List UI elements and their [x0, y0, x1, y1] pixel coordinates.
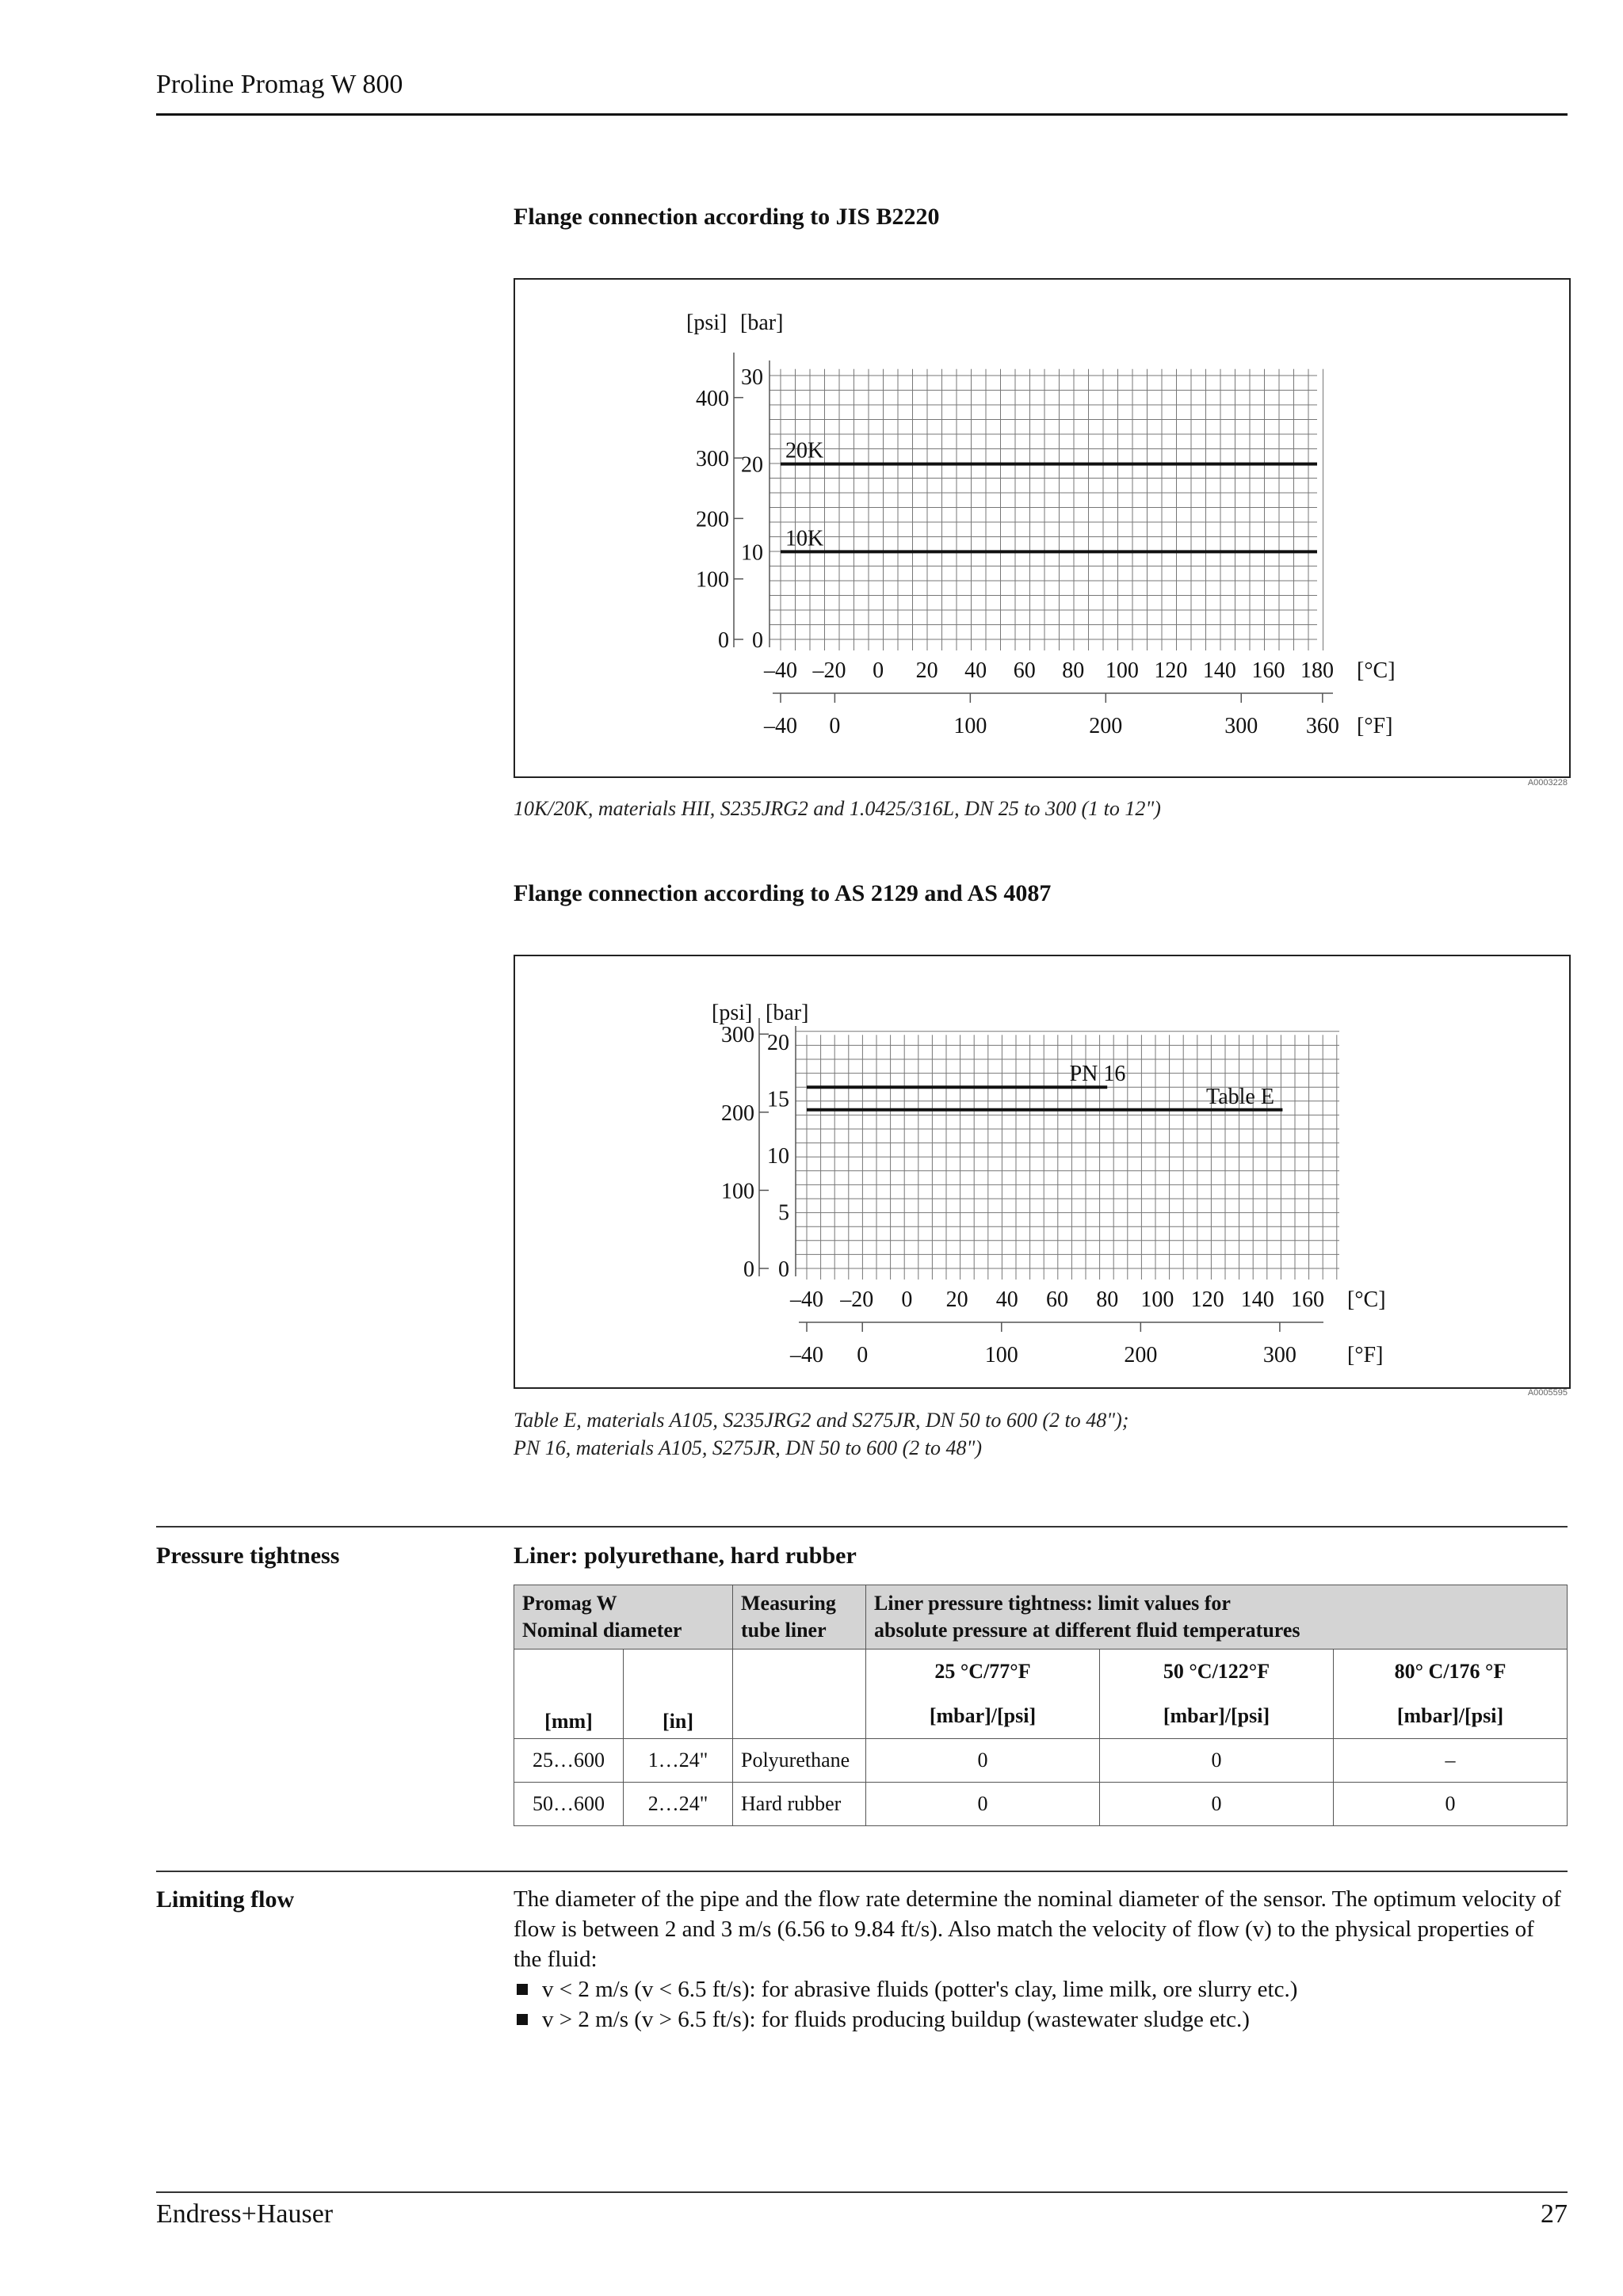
flow-text: [514, 1884, 1568, 2035]
x-unit-label: [°C]: [1347, 1287, 1386, 1312]
page-header-title: Proline Promag W 800: [156, 70, 403, 99]
table-row: 25…600 1…24" Polyurethane 0 0 –: [514, 1739, 1568, 1783]
x2-tick-label: 0: [857, 1343, 869, 1367]
y2-tick-label: 300: [721, 1023, 754, 1048]
bullet-icon: [517, 1984, 528, 1995]
x2-tick-label: 300: [1262, 1343, 1296, 1367]
x-tick-label: –20: [812, 658, 846, 683]
x-tick-label: 100: [1105, 658, 1139, 683]
unit-liner-empty: [733, 1650, 866, 1739]
series-label: Table E: [1206, 1084, 1274, 1109]
figure-code: A0005595: [1527, 1388, 1568, 1398]
x2-tick-label: 360: [1305, 714, 1339, 738]
x-unit-label: [°C]: [1357, 658, 1396, 683]
x-tick-label: 100: [1140, 1287, 1174, 1312]
series-label: 10K: [785, 526, 824, 551]
y2-tick-label: 0: [743, 1257, 754, 1282]
x-tick-label: –40: [790, 1287, 823, 1312]
x2-unit-label: [°F]: [1357, 714, 1393, 738]
chart-as: [515, 956, 1569, 1387]
temp-50: 50 °C/122°F: [1100, 1650, 1334, 1695]
x-tick-label: 0: [873, 658, 884, 683]
y-tick-label: 0: [778, 1257, 789, 1282]
y-unit-label: [bar]: [766, 1001, 809, 1025]
y-tick-label: 10: [741, 540, 763, 566]
x-tick-label: 160: [1251, 658, 1285, 683]
x-tick-label: 60: [1013, 658, 1036, 683]
y2-tick-label: 100: [721, 1179, 754, 1204]
x-tick-label: 120: [1190, 1287, 1224, 1312]
x-tick-label: 160: [1291, 1287, 1324, 1312]
y2-tick-label: 0: [718, 628, 729, 653]
pressure-subtitle: Liner: polyurethane, hard rubber: [514, 1543, 857, 1569]
x-tick-label: 120: [1154, 658, 1188, 683]
x-tick-label: 140: [1202, 658, 1236, 683]
x2-tick-label: 200: [1089, 714, 1123, 738]
x2-tick-label: –40: [764, 714, 797, 738]
x-tick-label: 20: [945, 1287, 968, 1312]
x2-tick-label: 0: [829, 714, 841, 738]
series-label: 20K: [785, 438, 824, 463]
temp-25: 25 °C/77°F: [866, 1650, 1100, 1695]
chart-jis: [515, 280, 1569, 776]
section-title-jis: Flange connection according to JIS B2220: [514, 204, 940, 230]
side-title-pressure: Pressure tightness: [156, 1543, 340, 1569]
x-tick-label: –40: [764, 658, 797, 683]
list-item: v < 2 m/s (v < 6.5 ft/s): for abrasive fluids (potter's clay, lime milk, ore slurry etc.): [514, 1974, 1568, 2004]
x-tick-label: 80: [1096, 1287, 1119, 1312]
footer-rule: [156, 2191, 1568, 2193]
section-rule: [156, 1526, 1568, 1527]
x-tick-label: 180: [1300, 658, 1334, 683]
x2-tick-label: 100: [953, 714, 987, 738]
page-number: 27: [1541, 2199, 1568, 2229]
y-tick-label: 10: [767, 1144, 789, 1169]
section-rule: [156, 1871, 1568, 1872]
chart-jis-box: [514, 278, 1571, 778]
x-tick-label: 60: [1046, 1287, 1068, 1312]
unit-mbar-psi: [mbar]/[psi]: [1100, 1694, 1334, 1739]
list-item: v > 2 m/s (v > 6.5 ft/s): for fluids producing buildup (wastewater sludge etc.): [514, 2004, 1568, 2035]
header-rule: [156, 113, 1568, 116]
figure-caption-line2: PN 16, materials A105, S275JR, DN 50 to 600 (2 to 48"): [514, 1436, 983, 1459]
y2-tick-label: 200: [696, 507, 729, 532]
x-tick-label: –20: [840, 1287, 874, 1312]
x2-unit-label: [°F]: [1347, 1343, 1384, 1367]
flow-paragraph: The diameter of the pipe and the flow rate determine the nominal diameter of the sensor. The optimum velocity of flow is between 2 and 3 m/s (6.56 to 9.84 ft/s). Also match the velocity of flow (v) to the physical properties of the fluid:: [514, 1886, 1561, 1972]
y-tick-label: 20: [741, 452, 763, 478]
x-tick-label: 20: [915, 658, 938, 683]
x-tick-label: 40: [964, 658, 987, 683]
y-tick-label: 0: [752, 628, 763, 653]
head-liner: Measuring tube liner: [733, 1585, 866, 1650]
y2-tick-label: 100: [696, 567, 729, 593]
y2-unit-label: [psi]: [686, 311, 727, 335]
head-nominal-diameter: Promag W Nominal diameter: [514, 1585, 733, 1650]
table-row: 50…600 2…24" Hard rubber 0 0 0: [514, 1783, 1568, 1826]
section-title-as: Flange connection according to AS 2129 and AS 4087: [514, 880, 1052, 906]
x2-tick-label: –40: [790, 1343, 823, 1367]
bullet-icon: [517, 2014, 528, 2025]
y-tick-label: 15: [767, 1087, 789, 1112]
side-title-flow: Limiting flow: [156, 1886, 295, 1913]
x-tick-label: 0: [901, 1287, 913, 1312]
x-tick-label: 140: [1240, 1287, 1274, 1312]
y-tick-label: 20: [767, 1031, 789, 1055]
y-tick-label: 5: [778, 1200, 789, 1226]
head-limit-values: Liner pressure tightness: limit values for absolute pressure at different fluid temperatures: [866, 1585, 1568, 1650]
liner-table-wrap: [514, 1585, 1568, 1826]
unit-mm: [mm]: [514, 1650, 624, 1739]
temp-80: 80° C/176 °F: [1334, 1650, 1568, 1695]
y-unit-label: [bar]: [740, 311, 784, 335]
figure-code: A0003228: [1527, 778, 1568, 788]
figure-caption: 10K/20K, materials HII, S235JRG2 and 1.0425/316L, DN 25 to 300 (1 to 12"): [514, 797, 1161, 820]
unit-mbar-psi: [mbar]/[psi]: [1334, 1694, 1568, 1739]
x2-tick-label: 100: [984, 1343, 1018, 1367]
y2-tick-label: 300: [696, 447, 729, 472]
figure-caption-line1: Table E, materials A105, S235JRG2 and S275JR, DN 50 to 600 (2 to 48");: [514, 1409, 1129, 1432]
x2-tick-label: 200: [1124, 1343, 1158, 1367]
x2-tick-label: 300: [1224, 714, 1258, 738]
y2-tick-label: 400: [696, 386, 729, 411]
liner-table: [514, 1585, 1568, 1826]
chart-as-box: [514, 955, 1571, 1389]
series-label: PN 16: [1069, 1062, 1126, 1087]
x-tick-label: 80: [1062, 658, 1085, 683]
y2-unit-label: [psi]: [712, 1001, 753, 1025]
unit-mbar-psi: [mbar]/[psi]: [866, 1694, 1100, 1739]
y2-tick-label: 200: [721, 1100, 754, 1126]
unit-in: [in]: [624, 1650, 733, 1739]
x-tick-label: 40: [995, 1287, 1018, 1312]
y-tick-label: 30: [741, 365, 763, 390]
footer-company: Endress+Hauser: [156, 2199, 334, 2229]
